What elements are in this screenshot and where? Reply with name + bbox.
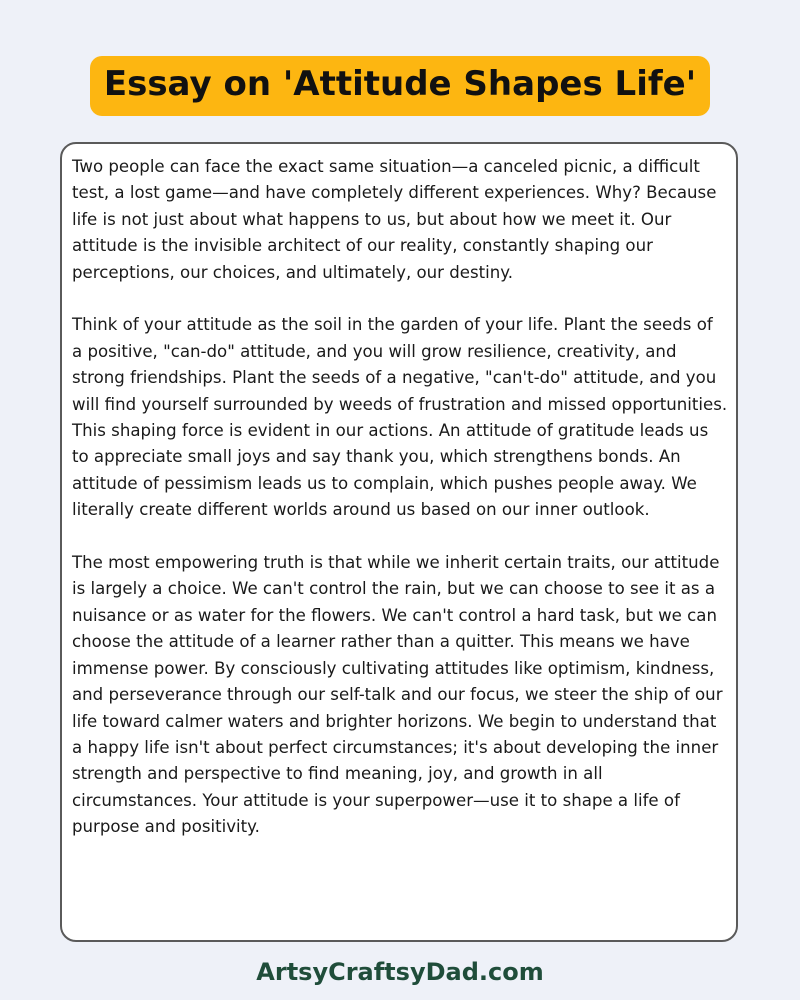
essay-paragraph-2: Think of your attitude as the soil in the garden of your life. Plant the seeds of a positive, "can-do" attitude, and you will grow resilience, creativity, and strong friendships. Plant the seeds of a negative, "can't-do" attitude, and you will find yourself surrounded by weeds of frustration and missed opportunities. This shaping force is evident in our actions. An attitude of gratitude leads us to appreciate small joys and say thank you, which strengthens bonds. An attitude of pessimism leads us to complain, which pushes people away. We literally create different worlds around us based on our inner outlook.	[72, 315, 728, 520]
essay-paragraph-1: Two people can face the exact same situation—a canceled picnic, a difficult test, a lost game—and have completely different experiences. Why? Because life is not just about what happens to us, but about how we meet it. Our attitude is the invisible architect of our reality, constantly shaping our perceptions, our choices, and ultimately, our destiny.	[72, 157, 717, 282]
essay-box	[60, 142, 738, 942]
page-title: Essay on 'Attitude Shapes Life'	[90, 56, 710, 116]
essay-paragraph-3: The most empowering truth is that while we inherit certain traits, our attitude is largely a choice. We can't control the rain, but we can choose to see it as a nuisance or as water for the flowers. We can't control a hard task, but we can choose the attitude of a learner rather than a quitter. This means we have immense power. By consciously cultivating attitudes like optimism, kindness, and perseverance through our self-talk and our focus, we steer the ship of our life toward calmer waters and brighter horizons. We begin to understand that a happy life isn't about perfect circumstances; it's about developing the inner strength and perspective to find meaning, joy, and growth in all circumstances. Your attitude is your superpower—use it to shape a life of purpose and positivity.	[72, 553, 723, 837]
footer-site-name: ArtsyCraftsyDad.com	[256, 958, 544, 986]
title-container	[0, 56, 800, 116]
